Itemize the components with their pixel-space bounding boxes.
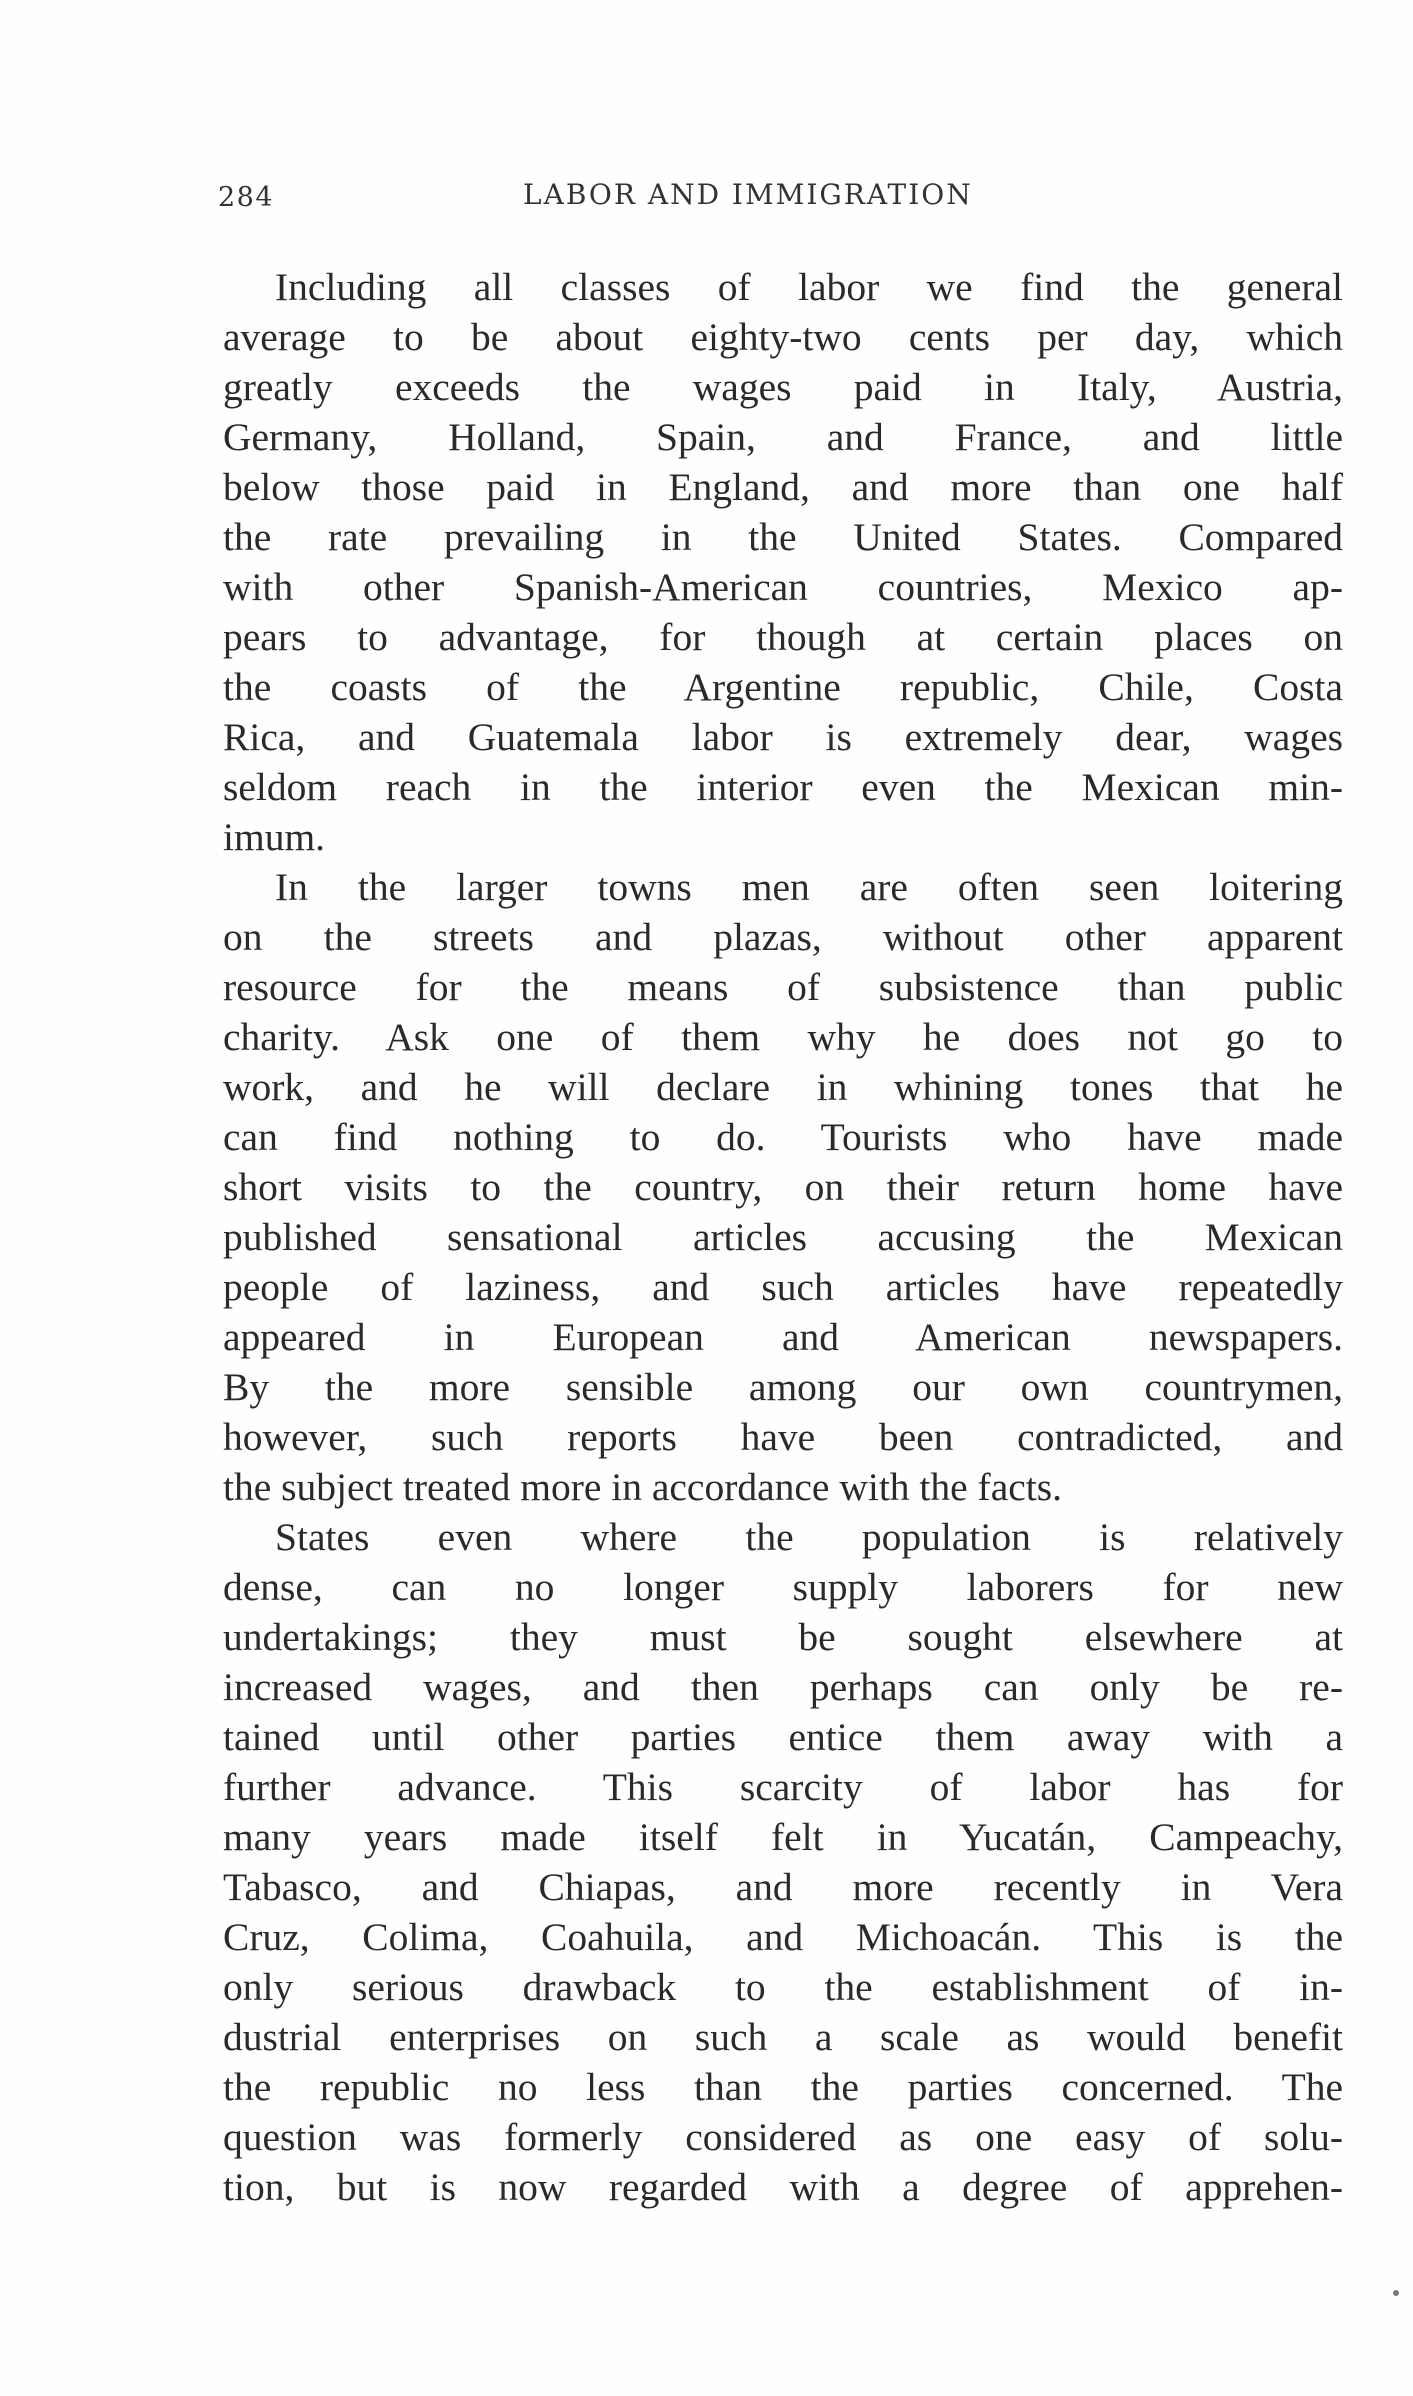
text-line: the republic no less than the parties concerned. The xyxy=(223,2065,1343,2109)
running-title: LABOR AND IMMIGRATION xyxy=(523,178,973,211)
text-line: charity. Ask one of them why he does not go to xyxy=(223,1015,1343,1059)
running-head xyxy=(218,178,1343,218)
text-line: average to be about eighty-two cents per day, which xyxy=(223,315,1343,359)
text-line: imum. xyxy=(223,815,326,859)
text-line: with other Spanish-American countries, Mexico ap- xyxy=(223,565,1343,609)
text-line: on the streets and plazas, without other apparent xyxy=(223,915,1343,959)
text-line: tained until other parties entice them away with a xyxy=(223,1715,1343,1759)
text-line: By the more sensible among our own countrymen, xyxy=(223,1365,1343,1409)
text-line: however, such reports have been contradicted, and xyxy=(223,1415,1343,1459)
text-line: the rate prevailing in the United States. Compared xyxy=(223,515,1343,559)
text-line: In the larger towns men are often seen loitering xyxy=(275,865,1343,909)
text-line: greatly exceeds the wages paid in Italy, Austria, xyxy=(223,365,1343,409)
text-line: Tabasco, and Chiapas, and more recently in Vera xyxy=(223,1865,1343,1909)
text-line: pears to advantage, for though at certain places on xyxy=(223,615,1343,659)
text-line: dense, can no longer supply laborers for new xyxy=(223,1565,1343,1609)
text-line: resource for the means of subsistence than public xyxy=(223,965,1343,1009)
text-line: published sensational articles accusing the Mexican xyxy=(223,1215,1343,1259)
text-line: many years made itself felt in Yucatán, Campeachy, xyxy=(223,1815,1343,1859)
text-line: dustrial enterprises on such a scale as would benefit xyxy=(223,2015,1343,2059)
text-line: further advance. This scarcity of labor has for xyxy=(223,1765,1343,1809)
text-line: only serious drawback to the establishment of in- xyxy=(223,1965,1343,2009)
text-line: work, and he will declare in whining tones that he xyxy=(223,1065,1343,1109)
ink-speck xyxy=(1393,2290,1399,2296)
text-line: the subject treated more in accordance with the facts. xyxy=(223,1465,1062,1509)
body-text xyxy=(223,262,1343,2212)
text-line: short visits to the country, on their return home have xyxy=(223,1165,1343,1209)
text-line: question was formerly considered as one easy of solu- xyxy=(223,2115,1343,2159)
text-line: the coasts of the Argentine republic, Chile, Costa xyxy=(223,665,1343,709)
text-line: States even where the population is relatively xyxy=(275,1515,1343,1559)
text-line: Rica, and Guatemala labor is extremely dear, wages xyxy=(223,715,1343,759)
text-line: people of laziness, and such articles have repeatedly xyxy=(223,1265,1343,1309)
text-line: undertakings; they must be sought elsewhere at xyxy=(223,1615,1343,1659)
text-line: Including all classes of labor we find the general xyxy=(275,265,1343,309)
text-line: tion, but is now regarded with a degree of apprehen- xyxy=(223,2165,1343,2209)
page-number: 284 xyxy=(218,182,275,213)
text-line: appeared in European and American newspapers. xyxy=(223,1315,1343,1359)
text-line: Cruz, Colima, Coahuila, and Michoacán. This is the xyxy=(223,1915,1343,1959)
text-line: below those paid in England, and more than one half xyxy=(223,465,1343,509)
text-line: Germany, Holland, Spain, and France, and little xyxy=(223,415,1343,459)
text-line: can find nothing to do. Tourists who have made xyxy=(223,1115,1343,1159)
text-line: increased wages, and then perhaps can only be re- xyxy=(223,1665,1343,1709)
text-line: seldom reach in the interior even the Mexican min- xyxy=(223,765,1343,809)
